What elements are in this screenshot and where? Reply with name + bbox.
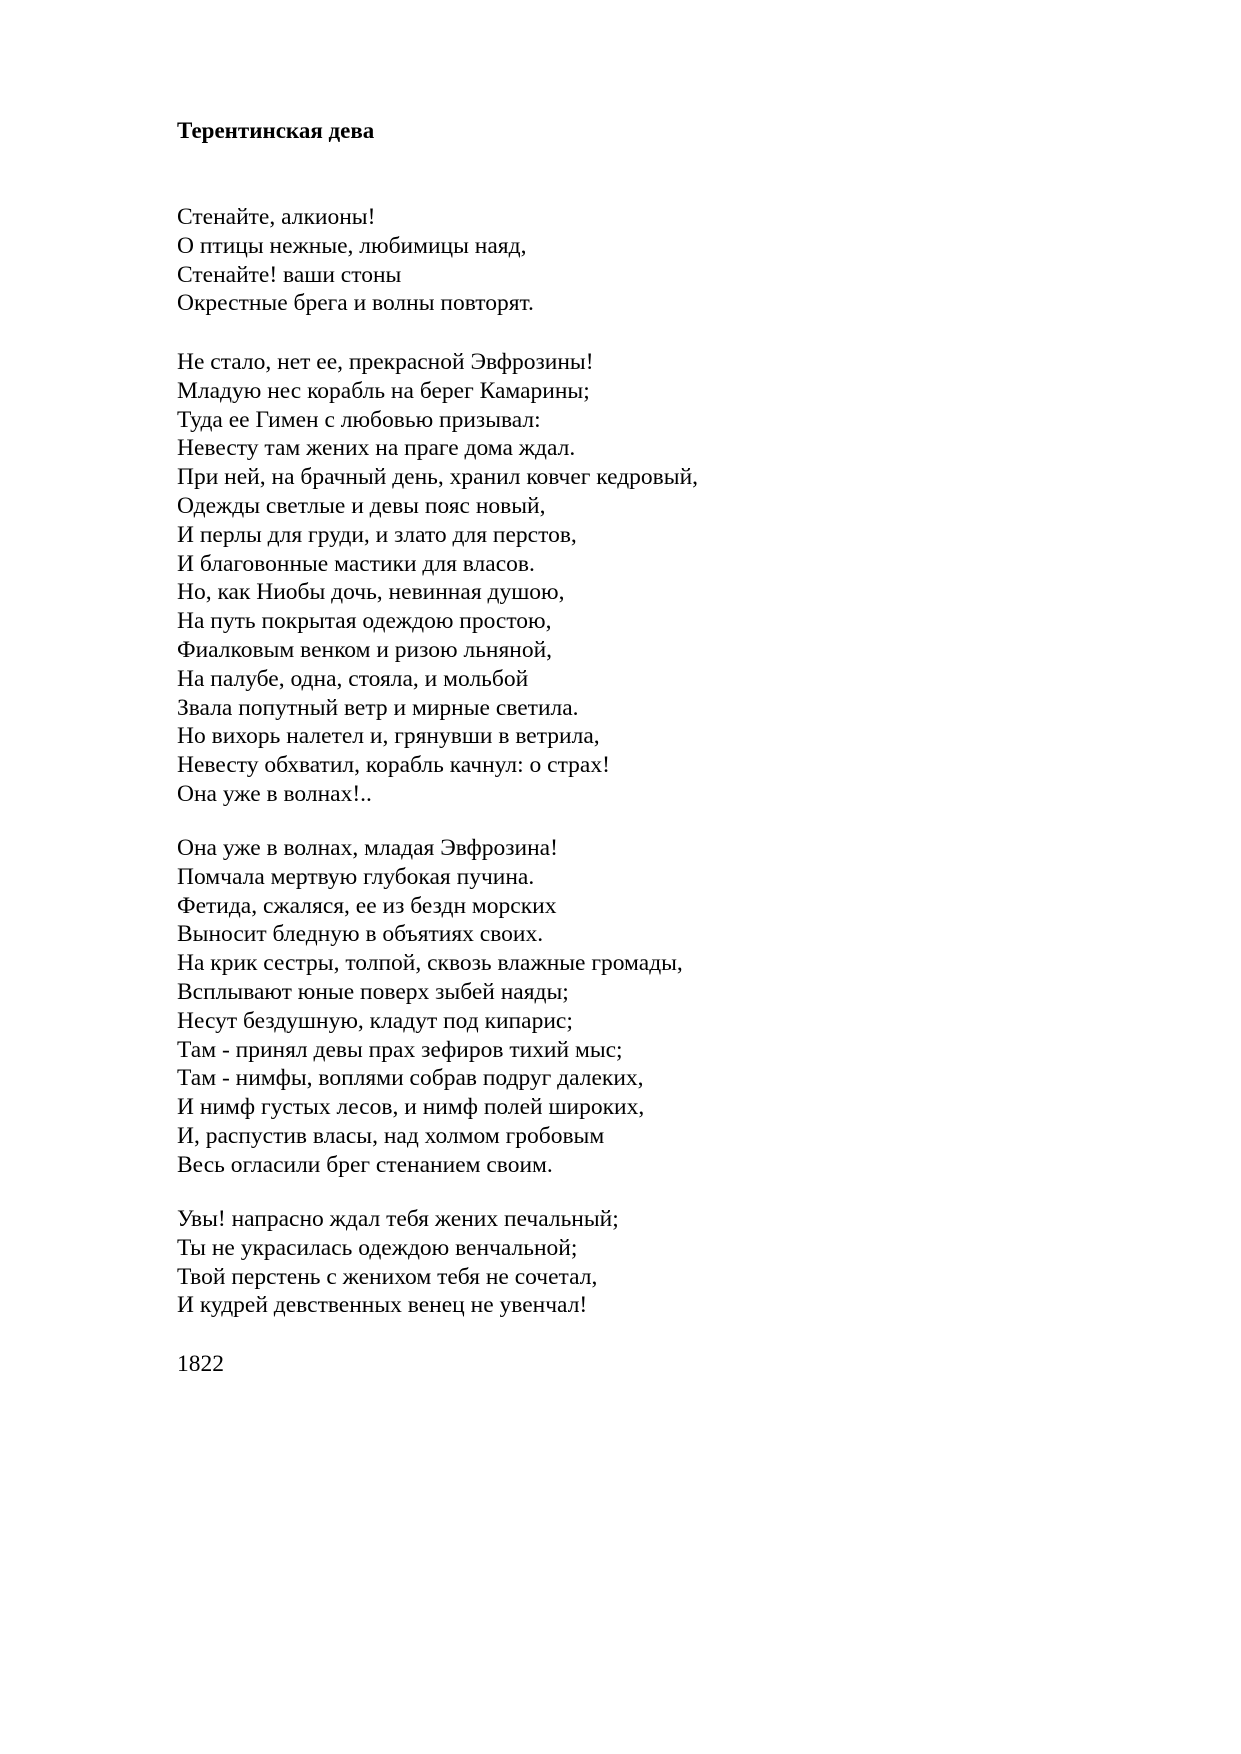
poem-line: При ней, на брачный день, хранил ковчег кедровый, (177, 464, 699, 491)
poem-title: Терентинская дева (177, 118, 375, 143)
poem-line: Но вихорь налетел и, грянувши в ветрила, (177, 723, 600, 750)
poem-year: 1822 (177, 1351, 224, 1377)
poem-line: Младую нес корабль на берег Камарины; (177, 377, 590, 404)
poem-line: И перлы для груди, и злато для перстов, (177, 521, 577, 548)
poem-line: Одежды светлые и девы пояс новый, (177, 492, 546, 519)
poem-line: Туда ее Гимен с любовью призывал: (177, 406, 541, 433)
poem-line: На путь покрытая одеждою простою, (177, 608, 552, 635)
poem-line: Стенайте! ваши стоны (177, 261, 402, 288)
poem-line: Но, как Ниобы дочь, невинная душою, (177, 579, 565, 606)
stanza (177, 1205, 619, 1320)
poem-line: Звала попутный ветр и мирные светила. (177, 694, 579, 721)
poem-line: И, распустив власы, над холмом гробовым (177, 1122, 605, 1149)
poem-line: На палубе, одна, стояла, и мольбой (177, 665, 529, 692)
poem-line: На крик сестры, толпой, сквозь влажные громады, (177, 950, 683, 977)
poem-line: Ты не украсилась одеждою венчальной; (177, 1234, 578, 1261)
poem-line: Окрестные брега и волны повторят. (177, 290, 534, 317)
poem-line: Она уже в волнах!.. (177, 780, 372, 807)
poem-line: Невесту обхватил, корабль качнул: о страх! (177, 752, 610, 779)
poem-line: Стенайте, алкионы! (177, 204, 376, 230)
poem-line: Там - принял девы прах зефиров тихий мыс; (177, 1036, 623, 1063)
poem-line: Твой перстень с женихом тебя не сочетал, (177, 1263, 598, 1290)
poem-line: О птицы нежные, любимицы наяд, (177, 232, 527, 259)
poem-line: Не стало, нет ее, прекрасной Эвфрозины! (177, 349, 594, 375)
poem-line: Весь огласили брег стенанием своим. (177, 1151, 553, 1178)
poem-line: И кудрей девственных венец не увенчал! (177, 1292, 588, 1319)
poem-line: Помчала мертвую глубокая пучина. (177, 863, 535, 890)
poem-line: Выносит бледную в объятиях своих. (177, 921, 544, 948)
poem-line: Фетида, сжаляся, ее из бездн морских (177, 892, 557, 919)
poem-line: И нимф густых лесов, и нимф полей широких, (177, 1094, 645, 1121)
poem-line: Невесту там жених на праге дома ждал. (177, 435, 576, 462)
stanza (177, 203, 534, 318)
poem-line: Фиалковым венком и ризою льняной, (177, 636, 553, 663)
poem-line: Увы! напрасно ждал тебя жених печальный; (177, 1206, 619, 1232)
poem-line: Несут бездушную, кладут под кипарис; (177, 1007, 573, 1034)
poem-line: Там - нимфы, воплями собрав подруг далеких, (177, 1065, 644, 1092)
stanza (177, 348, 698, 809)
stanza (177, 834, 683, 1180)
poem-line: И благовонные мастики для власов. (177, 550, 535, 577)
poem-line: Всплывают юные поверх зыбей наяды; (177, 978, 569, 1005)
poem-line: Она уже в волнах, младая Эвфрозина! (177, 835, 558, 861)
